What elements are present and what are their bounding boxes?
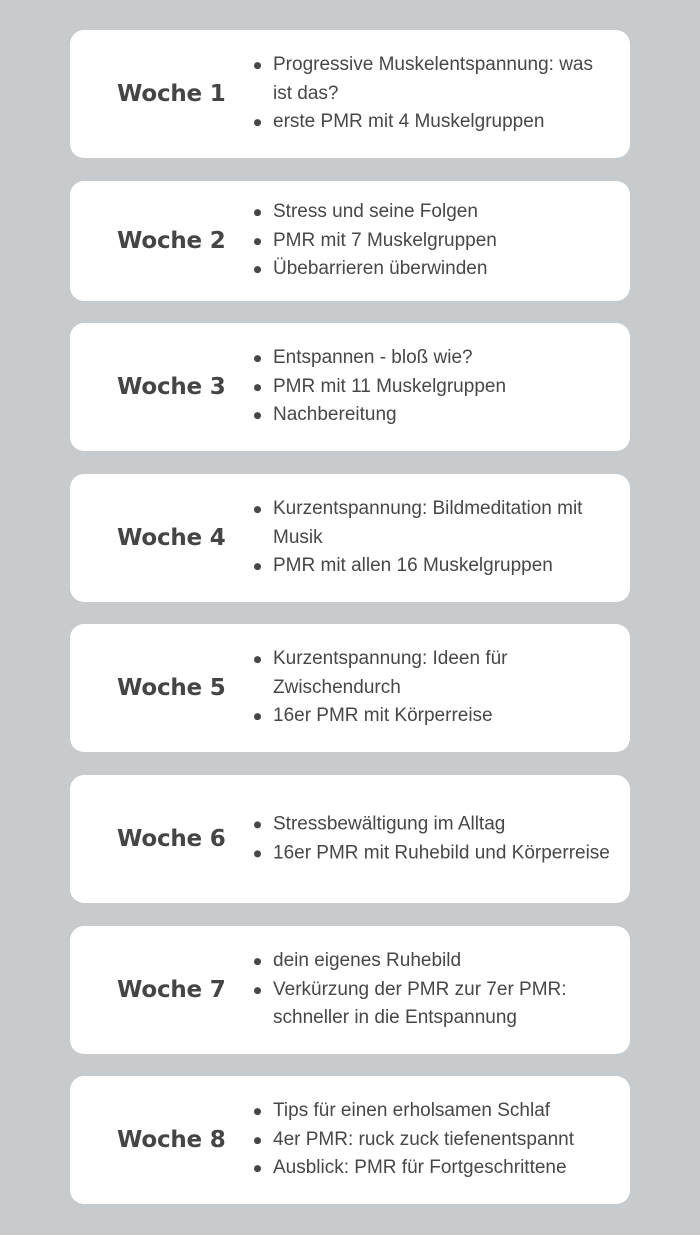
topic-item <box>253 1126 613 1155</box>
bullet-icon <box>254 1165 261 1172</box>
topic-text: 16er PMR mit Ruhebild und Körperreise <box>273 842 610 863</box>
topic-item <box>253 552 613 581</box>
bullet-icon <box>254 62 261 69</box>
bullet-icon <box>254 384 261 391</box>
bullet-icon <box>254 506 261 513</box>
bullet-icon <box>254 266 261 273</box>
topic-item <box>253 344 613 373</box>
topic-text: Kurzentspannung: Ideen für Zwischendurch <box>273 648 508 698</box>
topic-text: dein eigenes Ruhebild <box>273 950 462 972</box>
week-card-7 <box>70 926 630 1054</box>
topic-text: 4er PMR: ruck zuck tiefenentspannt <box>273 1128 574 1150</box>
topic-list <box>253 947 613 1033</box>
topic-item <box>253 495 613 552</box>
topic-item <box>253 1097 613 1126</box>
topic-list <box>253 810 613 867</box>
topic-item <box>253 1154 613 1183</box>
topic-text: PMR mit 11 Muskelgruppen <box>273 375 507 397</box>
topic-list <box>253 344 613 430</box>
topic-text: Stressbewältigung im Alltag <box>273 813 506 835</box>
topic-text: Progressive Muskelentspannung: was ist das? <box>273 54 594 104</box>
topic-text: Übebarrieren überwinden <box>273 258 488 280</box>
bullet-icon <box>254 987 261 994</box>
topic-text: PMR mit 7 Muskelgruppen <box>273 229 497 251</box>
week-card-8 <box>70 1076 630 1204</box>
week-label: Woche 3 <box>117 374 226 400</box>
bullet-icon <box>254 563 261 570</box>
week-card-6 <box>70 775 630 903</box>
topic-item <box>253 198 613 227</box>
topic-list <box>253 51 613 137</box>
topic-text: Ausblick: PMR für Fortgeschrittene <box>273 1157 567 1179</box>
topic-text: Nachbereitung <box>273 404 397 426</box>
topic-text: Kurzentspannung: Bildmeditation mit Musik <box>273 498 583 548</box>
topic-text: Verkürzung der PMR zur 7er PMR: schneller in die Entspannung <box>273 978 567 1029</box>
topic-text: Stress und seine Folgen <box>273 201 478 223</box>
topic-item <box>253 976 613 1033</box>
week-label: Woche 8 <box>117 1127 226 1153</box>
bullet-icon <box>254 821 261 828</box>
week-label: Woche 7 <box>117 977 226 1003</box>
bullet-icon <box>254 238 261 245</box>
topic-text: PMR mit allen 16 Muskelgruppen <box>273 555 553 577</box>
bullet-icon <box>254 412 261 419</box>
topic-item <box>253 810 613 839</box>
bullet-icon <box>254 850 261 857</box>
week-card-1 <box>70 30 630 158</box>
topic-list <box>253 1097 613 1183</box>
bullet-icon <box>254 119 261 126</box>
bullet-icon <box>254 1137 261 1144</box>
topic-item <box>253 227 613 256</box>
topic-list <box>253 198 613 284</box>
topic-list <box>253 495 613 581</box>
bullet-icon <box>254 656 261 663</box>
topic-item <box>253 401 613 430</box>
topic-item <box>253 947 613 976</box>
topic-text: Entspannen - bloß wie? <box>273 347 473 369</box>
week-label: Woche 6 <box>117 826 226 852</box>
week-card-4 <box>70 474 630 602</box>
week-label: Woche 5 <box>117 675 226 701</box>
week-card-2 <box>70 181 630 301</box>
topic-item <box>253 839 613 868</box>
week-label: Woche 1 <box>117 81 226 107</box>
bullet-icon <box>254 209 261 216</box>
week-card-5 <box>70 624 630 752</box>
bullet-icon <box>254 1108 261 1115</box>
topic-item <box>253 108 613 137</box>
topic-item <box>253 645 613 702</box>
week-label: Woche 2 <box>117 228 226 254</box>
topic-item <box>253 255 613 284</box>
topic-item <box>253 702 613 731</box>
topic-text: 16er PMR mit Körperreise <box>273 705 493 727</box>
topic-item <box>253 51 613 108</box>
bullet-icon <box>254 958 261 965</box>
bullet-icon <box>254 713 261 720</box>
topic-list <box>253 645 613 731</box>
topic-text: Tips für einen erholsamen Schlaf <box>273 1100 551 1122</box>
bullet-icon <box>254 355 261 362</box>
topic-text: erste PMR mit 4 Muskelgruppen <box>273 111 545 133</box>
topic-item <box>253 373 613 402</box>
week-card-3 <box>70 323 630 451</box>
week-label: Woche 4 <box>117 525 226 551</box>
